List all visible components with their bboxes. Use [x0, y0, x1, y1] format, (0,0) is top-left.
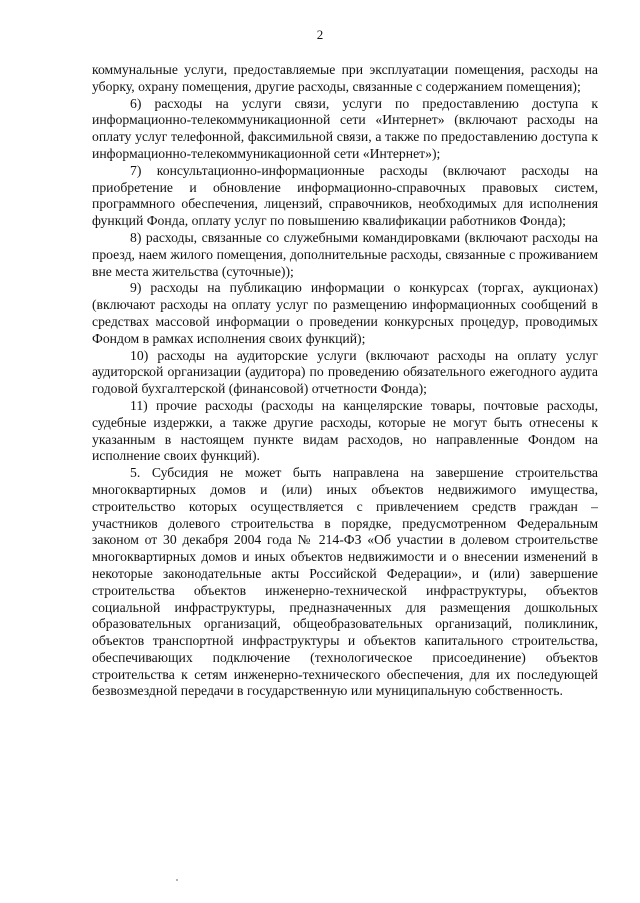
- scan-speck: [176, 879, 178, 881]
- paragraph-item-9: 9) расходы на публикацию информации о конкурсах (торгах, аукционах) (включают расходы на оплату услуг по размещению информационных сообщений в средствах массовой информации о проведении конкурсных процедур, проводимых Фондом в рамках исполнения своих функций);: [92, 280, 598, 346]
- paragraph-item-7: 7) консультационно-информационные расходы (включают расходы на приобретение и обновление информационно-справочных правовых систем, программного обеспечения, лицензий, справочников, необходимых для исполнения функций Фонда, оплату услуг по повышению квалификации работников Фонда);: [92, 162, 598, 229]
- paragraph-item-8: 8) расходы, связанные со служебными командировками (включают расходы на проезд, наем жилого помещения, дополнительные расходы, связанные с проживанием вне места жительства (суточные));: [92, 229, 598, 279]
- document-body: [92, 62, 598, 700]
- paragraph-item-10: 10) расходы на аудиторские услуги (включают расходы на оплату услуг аудиторской организации (аудитора) по проведению обязательного ежегодного аудита годовой бухгалтерской (финансовой) отчетности Фонда);: [92, 347, 598, 397]
- page-number: 2: [316, 27, 324, 42]
- paragraph-item-6: 6) расходы на услуги связи, услуги по предоставлению доступа к информационно-телекоммуникационной сети «Интернет» (включают расходы на оплату услуг телефонной, факсимильной связи, а также по предоставлению доступа к информационно-телекоммуникационной сети «Интернет»);: [92, 95, 598, 161]
- paragraph-continuation: коммунальные услуги, предоставляемые при эксплуатации помещения, расходы на уборку, охрану помещения, другие расходы, связанные с содержанием помещения);: [92, 62, 598, 94]
- paragraph-clause-5: 5. Субсидия не может быть направлена на завершение строительства многоквартирных домов и (или) иных объектов недвижимого имущества, строительство которых осуществляется с привлечением средств граждан – участников долевого строительства в порядке, предусмотренном Федеральным законом от 30 декабря 2004 года № 214-ФЗ «Об участии в долевом строительстве многоквартирных домов и иных объектов недвижимости и о внесении изменений в некоторые законодательные акты Российской Федерации», и (или) завершение строительства объектов инженерно-технической инфраструктуры, объектов социальной инфраструктуры, предназначенных для размещения дошкольных образовательных организаций, общеобразовательных организаций, поликлиник, объектов транспортной инфраструктуры и объектов капитального строительства, обеспечивающих подключение (технологическое присоединение) объектов строительства к сетям инженерно-технического обеспечения, для их последующей безвозмездной передачи в государственную или муниципальную собственность.: [92, 465, 598, 699]
- paragraph-item-11: 11) прочие расходы (расходы на канцелярские товары, почтовые расходы, судебные издержки, а также другие расходы, которые не могут быть отнесены к указанным в настоящем пункте видам расходов, но направленные Фондом на исполнение своих функций).: [92, 397, 598, 464]
